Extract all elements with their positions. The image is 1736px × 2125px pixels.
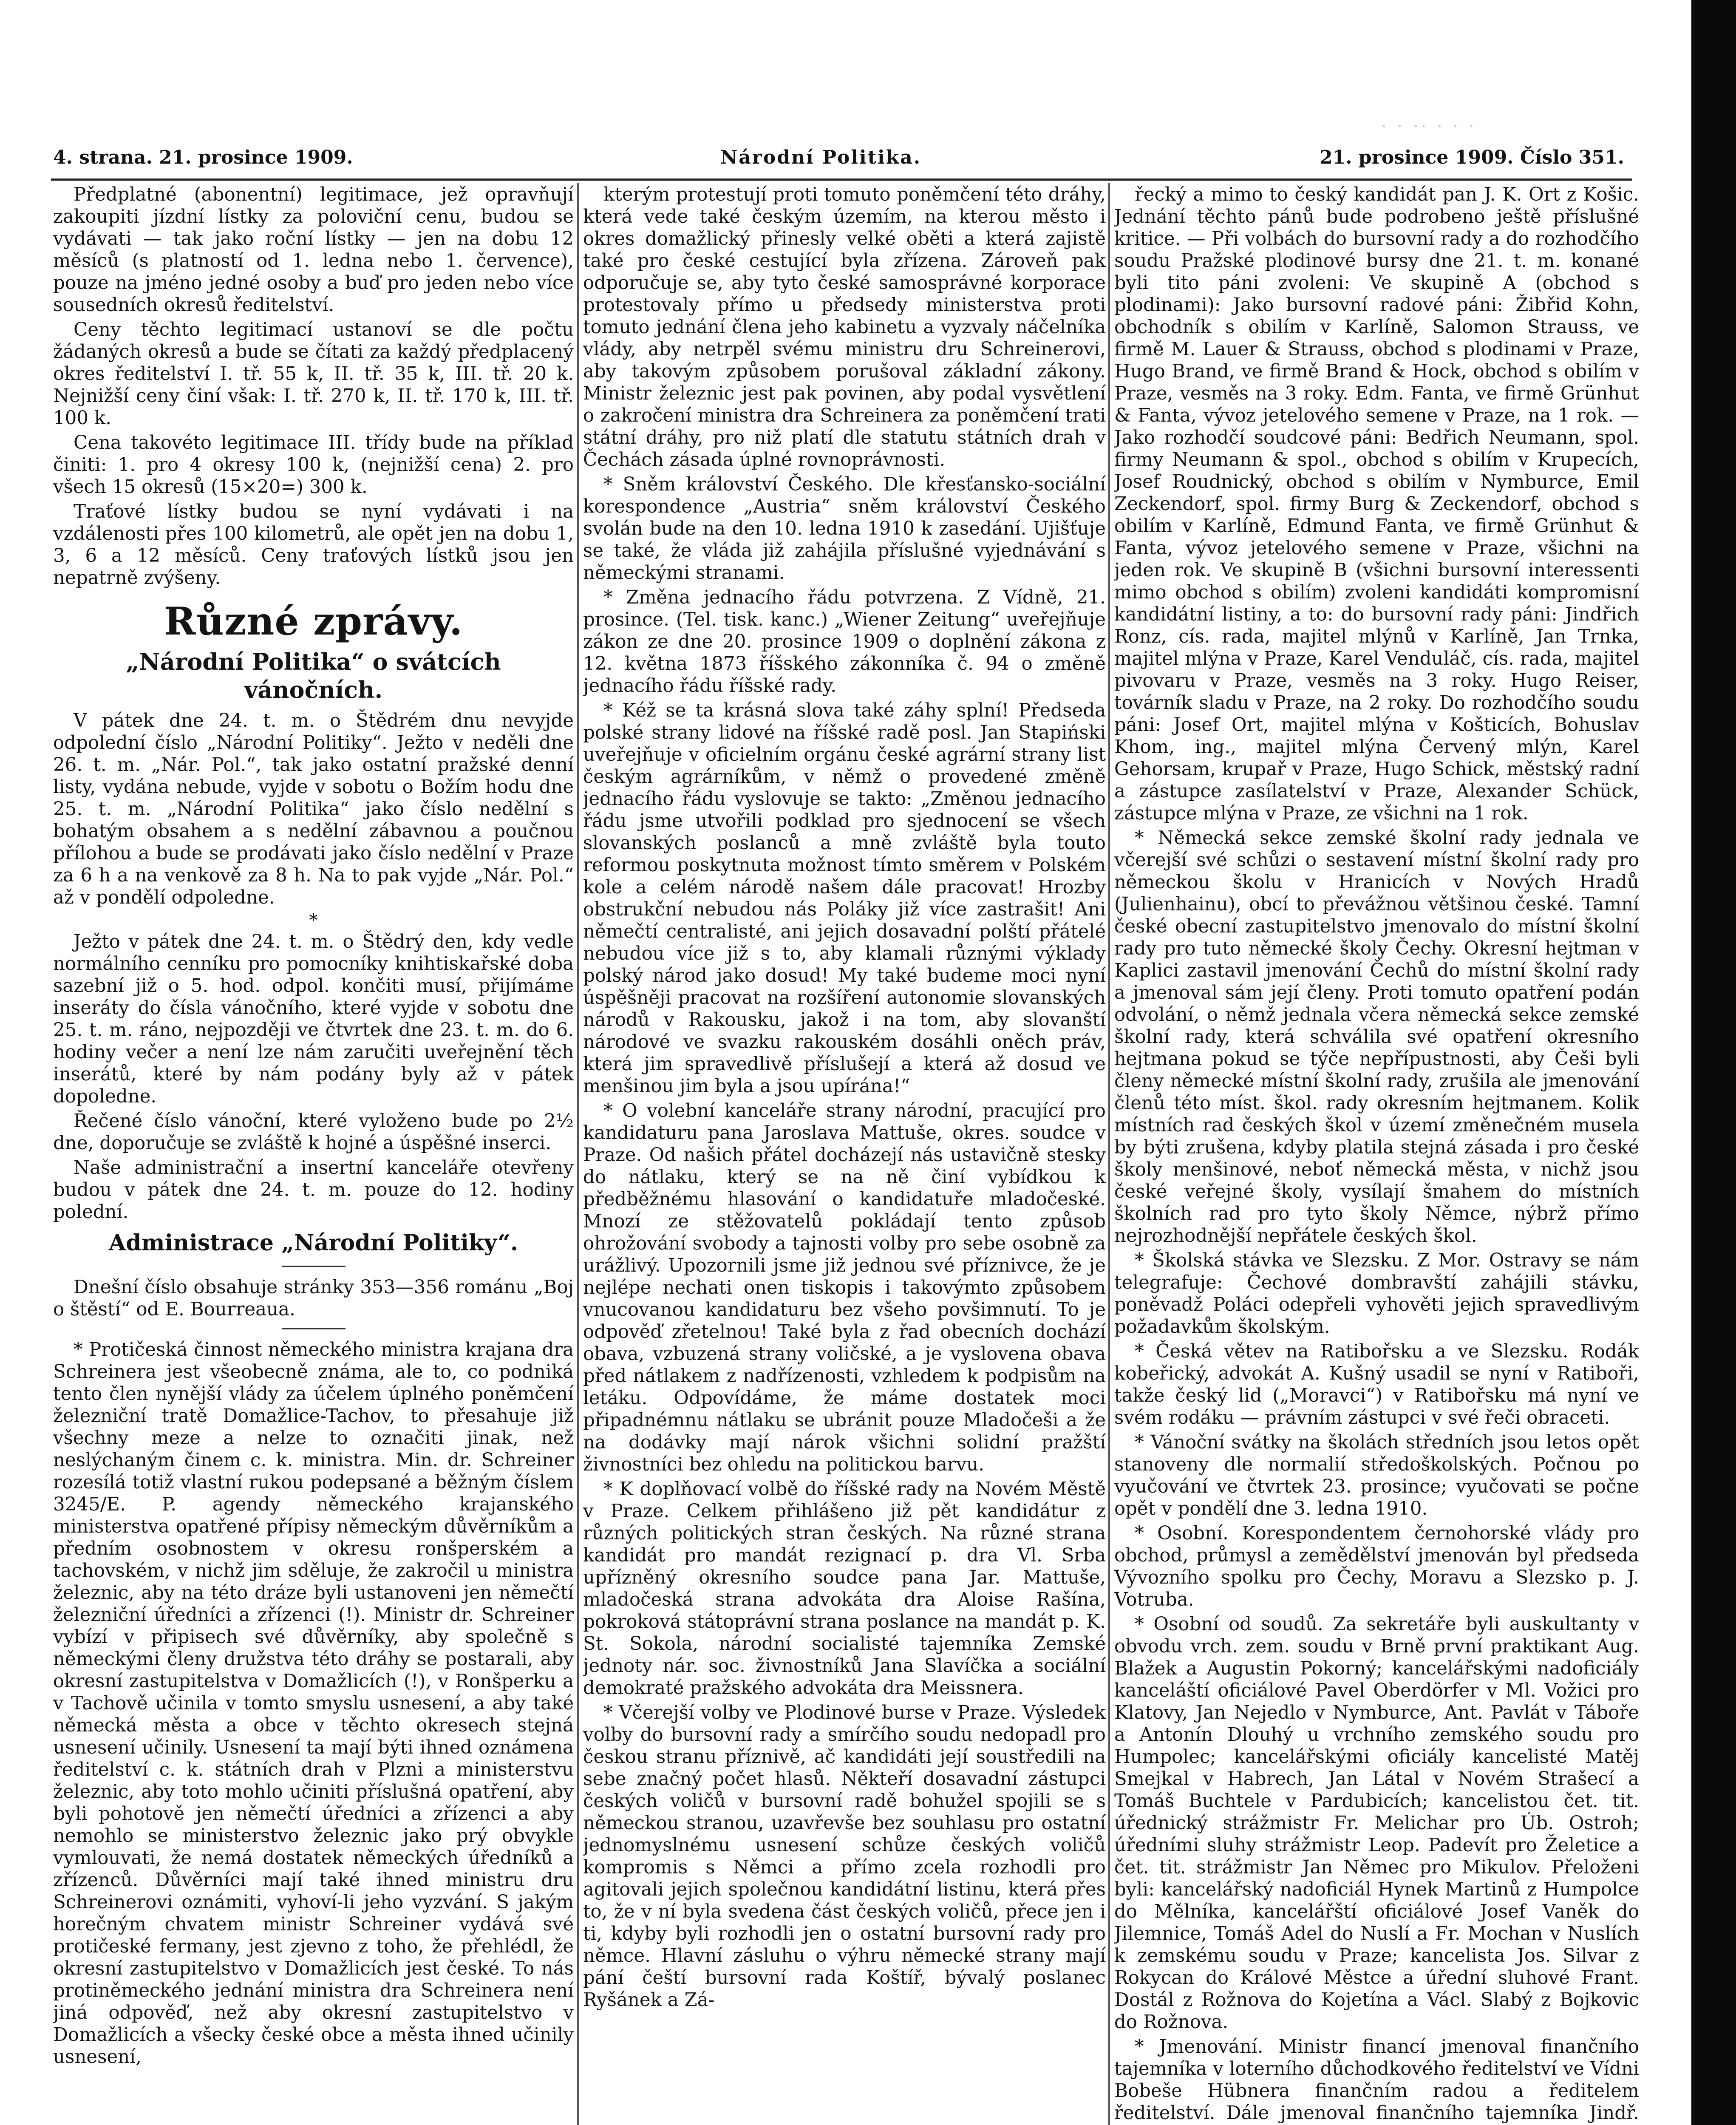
article-paragraph: Ceny těchto legitimací ustanoví se dle počtu žádaných okresů a bude se čítati za každý předplacený okres ředitelství I. tř. 55 k, II. tř. 35 k, III. tř. 20 k. Nejnižší ceny činí však: I. tř. 270 k, II. tř. 170 k, III. tř. 100 k. (53, 319, 574, 429)
article-paragraph: * Sněm království Českého. Dle křesťansko-sociální korespondence „Austria“ sněm království Českého svolán bude na den 10. ledna 1910 k zasedání. Ujišťuje se také, že vláda již zahájila příslušné vyjednávání s německými stranami. (583, 474, 1106, 584)
separator-asterisk: * (309, 911, 318, 930)
article-paragraph: * O volební kanceláře strany národní, pracující pro kandidaturu pana Jaroslava Mattuše, okres. soudce v Praze. Od našich přátel docházejí nás ustavičně stesky do nátlaku, který se na ně činí vybídkou k předběžnému hlasování o kandidatuře mladočeské. Mnozí ze stěžovatelů pokládají tento způsob ohrožování svobody a tajnosti volby pro sebe osobně za urážlivý. Upozornili jsme již jednou své příznivce, že je nejlépe nechati onen tiskopis i takovýmto způsobem vnucovanou kandidaturu bez všeho povšimnutí. To je odpověď zřetelnou! Také byla z řad obecních dochází obava, vzbuzená strany voličské, a je vyslovena obava před nátlakem z nadřízenosti, vzhledem k podpisům na letáku. Odpovídáme, že máme dostatek moci připadnémnu nátlaku se ubránit pouze Mladočeši a že na dodávky mají nárok všichni solidní pražští živnostníci bez ohledu na politickou barvu. (583, 1100, 1106, 1475)
article-headline: „Národní Politika“ o svátcích vánočních. (126, 648, 501, 703)
article-paragraph: * Německá sekce zemské školní rady jednala ve včerejší své schůzi o sestavení místní školní rady pro německou školu v Hranicích v Nových Hradů (Julienhainu), obcí to převážnou většinou české. Tamní české obecní zastupitelstvo jmenovalo do místní školní rady pro tuto německé školy Čechy. Okresní hejtman v Kaplici zastavil jmenování Čechů do místní školní rady a jmenoval sám její členy. Proti tomuto opatření podán odvolání, o němž jednala včera německá sekce zemské školní rady, která schválila své opatření okresního hejtmana pokud se týče nepřípustnosti, aby Češi byli členy německé místní školní rady, zrušila ale jmenování členů této míst. škol. rady okresním hejtmanem. Kolik místních rad českých škol v území změnečném musela by býti zrušena, kdyby platila stejná zásada i pro české školy menšinové, neboť německá města, v nichž jsou české veřejné školy, vysílají šmahem do místních školních rad pro tyto školy Němce, nýbrž přímo nejrozhodnější nepřátele českých škol. (1114, 827, 1639, 1247)
article-paragraph: * Včerejší volby ve Plodinové burse v Praze. Výsledek volby do bursovní rady a smírčího soudu nedopadl pro českou stranu příznivě, ač kandidáti její soustředili na sebe značný počet hlasů. Někteří dosavadní zástupci českých voličů v bursovní radě bohužel spojili se s německou stranou, uzavřevše bez souhlasu pro ostatní jednomyslnému usnesení schůze českých voličů kompromis s Němci a přímo zcela rozhodli pro agitovali jejich společnou kandidátní listinu, která přes to, že v ní byla svedena část českých voličů, přece jen i ti, kdyby byli rozhodli jen o ostatní bursovní rady pro němce. Hlavní zásluhu o výhru německé strany mají pání čeští bursovní rada Koštíř, bývalý poslanec Ryšánek a Zá- (583, 1702, 1106, 2011)
header-masthead: Národní Politika. (720, 147, 922, 168)
article-paragraph: Traťové lístky budou se nyní vydávati i na vzdálenosti přes 100 kilometrů, ale opět jen na dobu 1, 3, 6 a 12 měsíců. Ceny traťových lístků jsou jen nepatrně zvýšeny. (53, 501, 574, 589)
scan-border-right (1691, 0, 1736, 2125)
column-right (1114, 184, 1639, 2125)
article-paragraph: Ježto v pátek dne 24. t. m. o Štědrý den, kdy vedle normálního cenníku pro pomocníky knihtiskařské doba sazební již o 5. hod. odpol. končiti musí, přijímáme inseráty do čísla vánočního, které vyjde v sobotu dne 25. t. m. ráno, nejpozději ve čtvrtek dne 23. t. m. do 6. hodiny večer a není lze nám zaručiti uveřejnění těch inserátů, které by nám podány byly až v pátek dopoledne. (53, 931, 574, 1107)
article-paragraph: * K doplňovací volbě do říšské rady na Novém Městě v Praze. Celkem přihlášeno již pět kandidátur z různých politických stran českých. Na různé strana kandidát pro mandát rezignací p. dra Vl. Srba upřízněný okresního soudce pana Jar. Mattuše, mladočeská strana advokáta dra Aloise Rašína, pokroková státoprávní strana poslance na mandát p. K. St. Sokola, národní socialisté tajemníka Zemské jednoty nár. soc. živnostníků Jana Slavíčka a sociální demokraté pražského advokáta dra Meissnera. (583, 1479, 1106, 1699)
article-paragraph: * Osobní. Korespondentem černohorské vlády pro obchod, průmysl a zemědělství jmenován byl předseda Vývozního spolku pro Čechy, Moravu a Slezsko p. J. Votruba. (1114, 1523, 1639, 1610)
administration-signature: Administrace „Národní Politiky“. (108, 1230, 518, 1256)
header-issue-number: 21. prosince 1909. Číslo 351. (1320, 147, 1624, 168)
column-middle (583, 184, 1106, 2125)
page-header (53, 147, 1628, 176)
column-divider-2 (1108, 183, 1110, 2125)
article-paragraph: * Změna jednacího řádu potvrzena. Z Vídně, 21. prosince. (Tel. tisk. kanc.) „Wiener Zeitung“ uveřejňuje zákon ze dne 20. prosince 1909 o doplnění zákona z 12. května 1873 říšského zákonníka č. 94 o změně jednacího řádu říšské rady. (583, 587, 1106, 697)
article-paragraph: * Protičeská činnost německého ministra krajana dra Schreinera jest všeobecně známa, ale to, co podniká tento člen nynější vlády za účelem úplného poněmčení železniční tratě Domažlice-Tachov, to přesahuje již všechny meze a nelze to označiti jinak, než neslýchaným činem c. k. ministra. Min. dr. Schreiner rozesílá totiž vlastní rukou podepsané a běžným číslem 3245/E. P. agendy německého krajanského ministerstva opatřené přípisy německým důvěrníkům a předním osobnostem v okresu ronšperském a tachovském, v nichž jim sděluje, že zakročil u ministra železnic, aby na této dráze byli ustanoveni jen němečtí železniční úředníci a zřízenci (!). Ministr dr. Schreiner vybízí v připisech své důvěrníky, aby společně s německými členy družstva této dráhy se postarali, aby okresní zastupitelstva v Domažlicích (!), v Ronšperku a v Tachově učinila v tomto smyslu usnesení, a aby také německá města a obce v těchto okresech stejná usnesení učinily. Usnesení ta mají býti ihned oznámena ředitelství c. k. státních drah v Plzni a ministerstvu železnic, aby toto mohlo učiniti příslušná opatření, aby byli pohotově jen němečtí úředníci a zřízenci a aby nemohlo se ministerstvo železnic jako prý obvykle vymlouvati, že nemá dostatek německých úředníků a zřízenců. Důvěrníci mají také ihned ministru dru Schreinerovi oznámiti, vyhoví-li jeho vyzvání. S jakým horečným chvatem ministr Schreiner vydává své protičeské fermany, jest zjevno z toho, že přehlédl, že okresní zastupitelstvo v Domažlicích jest české. To nás protiněmeckého jednání ministra dra Schreinera není jiná odpověď, než aby okresní zastupitelstvo v Domažlicích a všecky české obce a města ihned učinily usnesení, (53, 1339, 574, 2068)
article-paragraph: * Česká větev na Ratibořsku a ve Slezsku. Rodák kobeřický, advokát A. Kušný usadil se nyní v Ratiboři, takže český lid („Moravci“) v Ratibořsku má nyní ve svém rodáku — právním zástupci v své řeči obraceti. (1114, 1341, 1639, 1428)
header-page-date: 4. strana. 21. prosince 1909. (53, 147, 353, 168)
article-paragraph: kterým protestují proti tomuto poněmčení této dráhy, která vede také českým územím, na kterou město i okres domažlický přinesly velké oběti a která zajistě také pro české cestující byla zřízena. Zároveň pak odporučuje se, aby tyto české samosprávné korporace protestovaly přímo u předsedy ministerstva proti tomuto jednání člena jeho kabinetu a vyzvaly náčelníka vlády, aby netrpěl svému ministru dru Schreinerovi, aby takovým způsobem porušoval základní zákony. Ministr železnic jest pak povinen, aby podal vysvětlení o zakročení ministra dra Schreinera za poněmčení trati státní dráhy, pro niž platí dle statutu státních drah v Čechách zásada úplné rovnoprávnosti. (583, 184, 1106, 470)
article-paragraph: V pátek dne 24. t. m. o Štědrém dnu nevyjde odpolední číslo „Národní Politiky“. Ježto v neděli dne 26. t. m. „Nár. Pol.“, tak jako ostatní pražské denní listy, vydána nebude, vyjde v sobotu o Božím hodu dne 25. t. m. „Národní Politika“ jako číslo nedělní s bohatým obsahem a s nedělní zábavnou a poučnou přílohou a bude se prodávati jako číslo nedělní v Praze za 6 h a na venkově za 8 h. Na to pak vyjde „Nár. Pol.“ až v pondělí odpoledne. (53, 710, 574, 908)
article-paragraph: Řečené číslo vánoční, které vyloženo bude po 2½ dne, doporučuje se zvláště k hojné a úspěšné inserci. (53, 1111, 574, 1154)
article-paragraph: * Jmenování. Ministr financí jmenoval finančního tajemníka v loterního důchodkového ředitelství ve Vídni Bobeše Hübnera finančním radou a ředitelem ředitelství. Dále jmenoval finančního tajemníka Jindř. (1114, 2036, 1639, 2124)
column-divider-1 (577, 183, 579, 2125)
separator-rule (282, 1266, 346, 1267)
bleed-through-text: · · ·· · · · (1381, 117, 1477, 136)
article-paragraph: * Kéž se ta krásná slova také záhy splní! Předseda polské strany lidové na říšské radě posl. Jan Stapiński uveřejňuje v oficielním orgánu české agrární strany list českým agrárníkům, v němž o provedené změně jednacího řádu vyslovuje se takto: „Změnou jednacího řádu jsme utvořili podklad pro sjednocení se všech slovanských poslanců a mně zvláště byla touto reformou poskytnuta možnost tímto směrem v Polském kole a celém národě našem dále pracovat! Hrozby obstrukční nebudou nás Poláky již více zastrašit! Ani němečtí centralisté, ani jejich dosavadní polští přátelé nebudou více již s to, aby klamali různými výklady polský národ jako dosud! My také budeme moci nyní úspěšněji pracovat na rozšíření autonomie slovanských národů v Rakousku, jakož i na tom, aby slovanští národové ve svazku rakouském dosáhli oněch práv, která jim spravedlivě příslušejí a která až dosud ve menšinou jim byla a jsou upírána!“ (583, 700, 1106, 1097)
article-paragraph: Dnešní číslo obsahuje stránky 353—356 románu „Boj o štěstí“ od E. Bourreaua. (53, 1277, 574, 1320)
section-title: Různé zprávy. (164, 599, 463, 644)
article-paragraph: řecký a mimo to český kandidát pan J. K. Ort z Košic. Jednání těchto pánů bude podrobeno ještě příslušné kritice. — Při volbách do bursovní rady a do rozhodčího soudu Pražské plodinové bursy dne 21. t. m. konané byli tito páni zvoleni: Ve skupině A (obchod s plodinami): Jako bursovní radové páni: Žibřid Kohn, obchodník s obilím v Karlíně, Salomon Strauss, ve firmě M. Lauer & Strauss, obchod s plodinami v Praze, Hugo Brand, ve firmě Brand & Hock, obchod s obilím v Praze, vesměs na 3 roky. Edm. Fanta, ve firmě Grünhut & Fanta, vývoz jetelového semene v Praze, na 1 rok. — Jako rozhodčí soudcové páni: Bedřich Neumann, spol. firmy Neumann & spol., obchod s obilím v Krupecích, Josef Roudnický, obchod s obilím v Nymburce, Emil Zeckendorf, spol. firmy Burg & Zeckendorf, obchod s obilím v Karlíně, Edmund Fanta, ve firmě Grünhut & Fanta, vývoz jetelového semene v Praze, všichni na jeden rok. Ve skupině B (všichni bursovní interessenti mimo obchod s obilím) zvoleni kandidáti kompromisní kandidátní listiny, a to: do bursovní rady páni: Jindřich Ronz, cís. rada, majitel mlýnů v Karlíně, Jan Trnka, majitel mlýna v Praze, Karel Venduláč, cís. rada, majitel pivovaru v Praze, vesměs na 3 roky. Hugo Reiser, továrník sladu v Praze, na 2 roky. Do rozhodčího soudu páni: Josef Ort, majitel mlýna v Košticích, Bohuslav Khom, ing., majitel mlýna Červený mlýn, Karel Gehorsam, krupař v Praze, Hugo Schick, městský radní a zástupce zasílatelství v Praze, Alexander Schück, zástupce mlýna v Praze, ze všichni na 1 rok. (1114, 184, 1639, 824)
article-paragraph: Naše administrační a insertní kanceláře otevřeny budou v pátek dne 24. t. m. pouze do 12. hodiny polední. (53, 1157, 574, 1223)
separator-rule (282, 1328, 346, 1329)
header-rule (51, 178, 1632, 181)
article-paragraph: * Osobní od soudů. Za sekretáře byli auskultanty v obvodu vrch. zem. soudu v Brně první praktikant Aug. Blažek a Augustin Pokorný; kancelářskými nadoficiály kanceláští oficiálové Pavel Oberdörfer v Ml. Vožici pro Klatovy, Jan Nejedlo v Nymburce, Ant. Pavlát v Táboře a Antonín Dlouhý u vrchního zemského soudu pro Humpolec; kancelářskými oficiály kancelisté Matěj Smejkal v Habrech, Jan Látal v Novém Strašecí a Tomáš Buchtele v Pardubicích; kancelistou čet. tit. úřednický strážmistr Fr. Melichar pro Úb. Ostroh; úředními sluhy strážmistr Leop. Padevít pro Želetice a čet. tit. strážmistr Jan Němec pro Mikulov. Přeloženi byli: kancelářský nadoficiál Hynek Martinů z Humpolce do Mělníka, kancelářští oficiálové Josef Vaněk do Jilemnice, Tomáš Adel do Nuslí a Fr. Mochan v Nuslích k zemskému soudu v Praze; kancelista Jos. Silvar z Rokycan do Králové Městce a úřední sluhové Frant. Dostál z Rožnova do Kojetína a Václ. Slabý z Bojkovic do Rožnova. (1114, 1614, 1639, 2033)
column-left (53, 184, 574, 2125)
article-paragraph: * Školská stávka ve Slezsku. Z Mor. Ostravy se nám telegrafuje: Čechové dombravští zahájili stávku, poněvadž Poláci odepřeli vyhověti jejich spravedlivým požadavkům školským. (1114, 1250, 1639, 1337)
article-paragraph: * Vánoční svátky na školách středních jsou letos opět stanoveny dle normalií středoškolských. Počnou po vyučování ve čtvrtek 23. prosince; vyučovati se počne opět v pondělí dne 3. ledna 1910. (1114, 1432, 1639, 1519)
article-paragraph: Předplatné (abonentní) legitimace, jež opravňují zakoupiti jízdní lístky za poloviční cenu, budou se vydávati — tak jako roční lístky — jen na dobu 12 měsíců (s platností od 1. ledna nebo 1. července), pouze na jméno jedné osoby a buď pro jeden nebo více sousedních okresů ředitelství. (53, 184, 574, 316)
article-paragraph: Cena takovéto legitimace III. třídy bude na příklad činiti: 1. pro 4 okresy 100 k, (nejnižší cena) 2. pro všech 15 okresů (15×20=) 300 k. (53, 432, 574, 498)
